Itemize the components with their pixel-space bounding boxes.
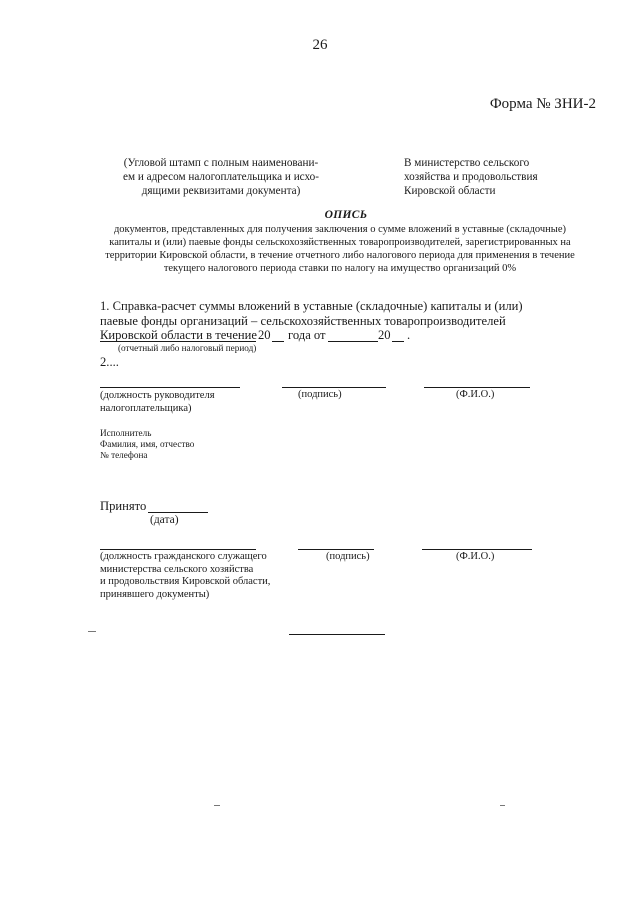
year-prefix: 20 <box>258 328 271 342</box>
executor-phone-label: № телефона <box>100 450 148 460</box>
name-line-1 <box>424 387 530 388</box>
name-caption-1: (Ф.И.О.) <box>456 389 495 400</box>
page-number: 26 <box>312 37 328 53</box>
executor-name-label: Фамилия, имя, отчество <box>100 439 195 449</box>
item-1-text: 1. Справка-расчет суммы вложений в уставные (складочные) капиталы и (или) паевые фонды организаций – сельскохозяйственных товаропроизводителей Кировской области в течение <box>100 299 523 342</box>
year-blank-line <box>272 341 284 342</box>
position-caption-2: (должность гражданского служащего министерства сельского хозяйства и продовольствия Кировской области, принявшего документы) <box>100 551 271 600</box>
position-caption-1: (должность руководителя налогоплательщика) <box>100 390 215 414</box>
year-prefix-2: 20 <box>378 328 391 342</box>
form-number: Форма № ЗНИ-2 <box>489 96 596 112</box>
signature-caption-1: (подпись) <box>298 389 342 400</box>
position-line-2 <box>100 549 256 550</box>
period-hint: (отчетный либо налоговый период) <box>118 343 257 353</box>
corner-stamp-note: (Угловой штамп с полным наименовани- ем и адресом налогоплательщика и исхо- дящими реквизитами документа) <box>123 157 319 197</box>
signature-line-1 <box>282 387 386 388</box>
from-word: года от <box>288 328 326 342</box>
recipient-address: В министерство сельского хозяйства и продовольствия Кировской области <box>404 157 538 197</box>
executor-label: Исполнитель <box>100 428 152 438</box>
document-title: ОПИСЬ <box>324 209 368 221</box>
document-description: документов, представленных для получения заключения о сумме вложений в уставные (складочные) капиталы и (или) паевые фонды сельскохозяйственных товаропроизводителей, зарегистрированных на территории Кировской области, в течение отчетного либо налогового периода для применения в течение текущего налогового периода ставки по налогу на имущество организаций 0% <box>105 224 575 274</box>
signature-line-2 <box>298 549 374 550</box>
year-blank-line-2 <box>392 341 404 342</box>
scan-mark <box>88 631 96 632</box>
name-line-2 <box>422 549 532 550</box>
item-2-text: 2.... <box>100 355 119 369</box>
accepted-date-caption: (дата) <box>150 514 179 526</box>
accepted-label: Принято <box>100 499 147 513</box>
period-dot: . <box>407 328 411 342</box>
accepted-date-line <box>148 512 208 513</box>
position-line-1 <box>100 387 240 388</box>
date-blank-line <box>328 341 378 342</box>
scan-mark <box>500 805 505 806</box>
closing-separator <box>289 634 385 635</box>
scan-mark <box>214 805 220 806</box>
signature-caption-2: (подпись) <box>326 551 370 562</box>
name-caption-2: (Ф.И.О.) <box>456 551 495 562</box>
period-blank-line <box>100 341 256 342</box>
